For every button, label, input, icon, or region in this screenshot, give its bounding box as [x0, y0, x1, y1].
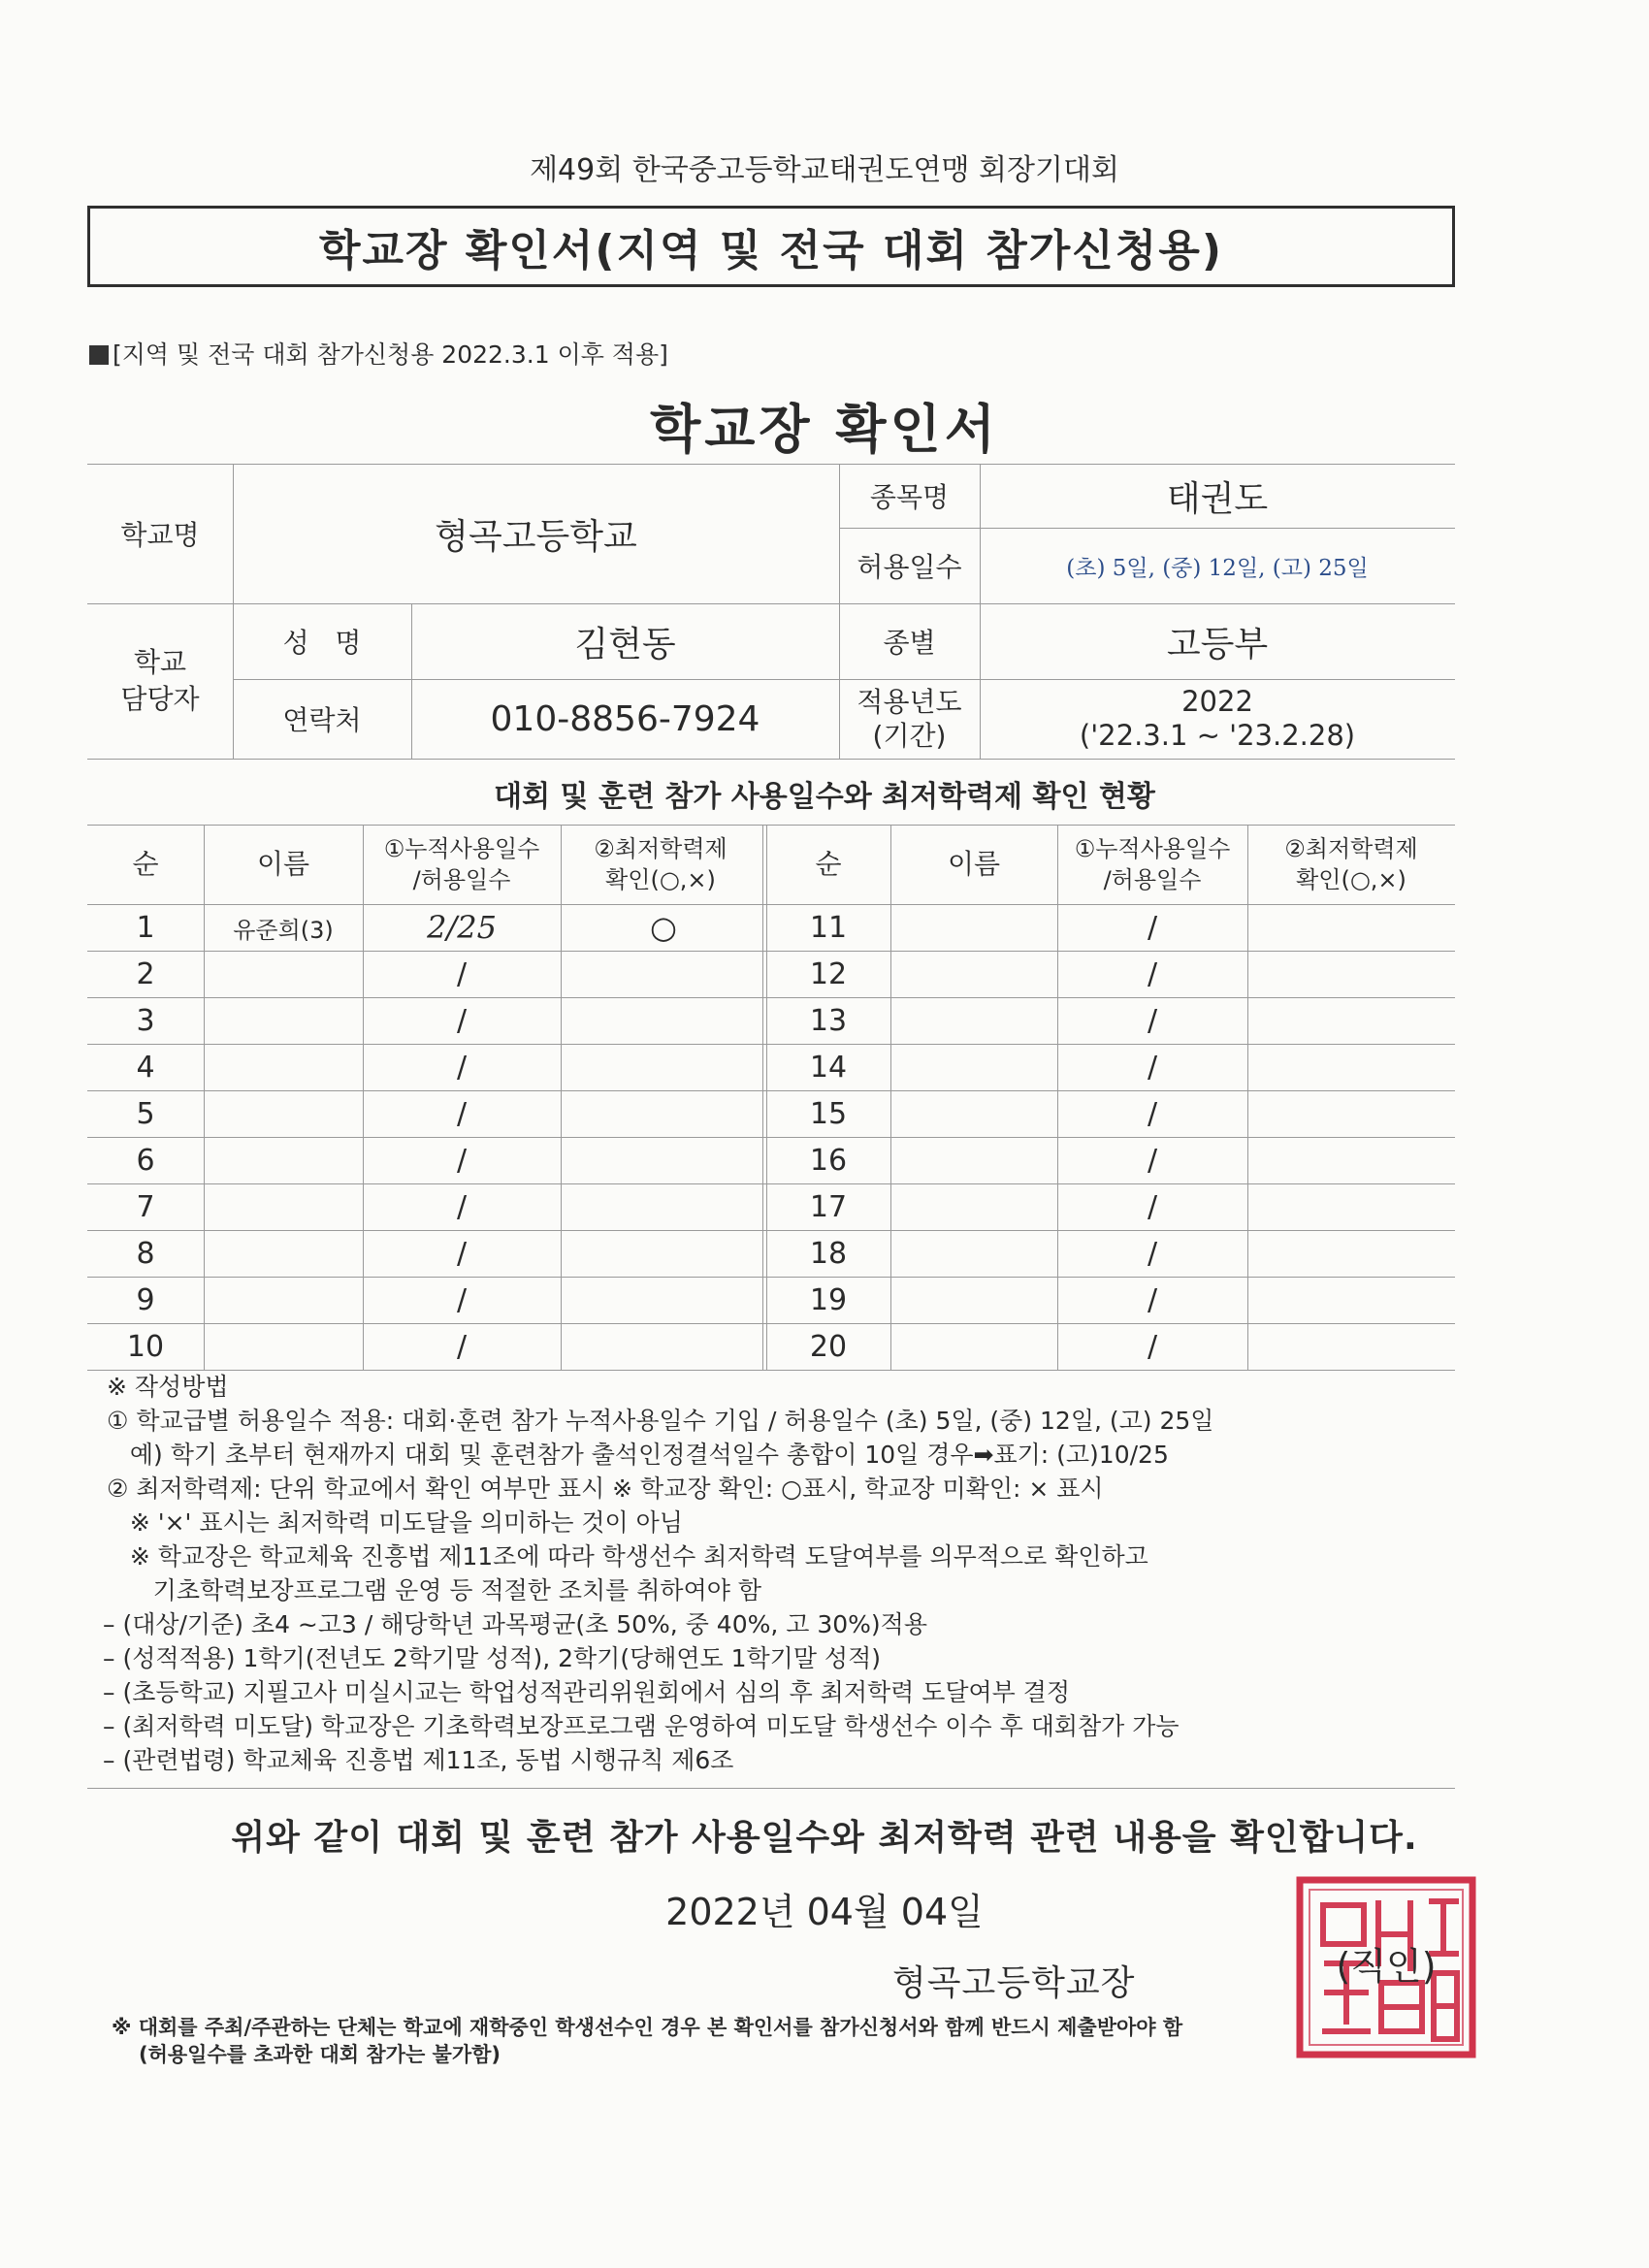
allowed-days-value: (초) 5일, (중) 12일, (고) 25일 [1066, 555, 1369, 581]
division-value: 고등부 [1166, 624, 1269, 664]
row-name [204, 1137, 363, 1183]
row-academic-check [561, 1183, 766, 1230]
row-days: / [456, 956, 468, 991]
row-number: 17 [809, 1189, 848, 1224]
row-days: / [1147, 1329, 1158, 1364]
row-number: 14 [809, 1050, 848, 1085]
row-number: 5 [136, 1096, 155, 1131]
row-name [890, 1277, 1057, 1323]
footer-note [112, 2014, 1470, 2068]
instruction-line: – (초등학교) 지필고사 미실시교는 학업성적관리위원회에서 심의 후 최저학력 도달여부 결정 [103, 1678, 1071, 1706]
header-academic [561, 825, 760, 904]
year-label [839, 679, 980, 759]
row-academic-check [561, 1323, 766, 1370]
row-academic-check [1247, 1090, 1455, 1137]
row-name [204, 1090, 363, 1137]
row-number: 15 [809, 1096, 848, 1131]
instruction-line: ① 학교급별 허용일수 적용: 대회·훈련 참가 누적사용일수 기입 / 허용일수 (초) 5일, (중) 12일, (고) 25일 [107, 1407, 1214, 1435]
division-label: 종별 [883, 627, 936, 659]
row-academic-check [561, 1230, 766, 1277]
event-name: 제49회 한국중고등학교태권도연맹 회장기대회 [530, 153, 1119, 187]
seal-label: (직인) [1336, 1945, 1437, 1988]
year-value [980, 679, 1455, 759]
row-days: / [456, 1050, 468, 1085]
row-academic-check [1247, 1323, 1455, 1370]
name-value: 김현동 [574, 624, 676, 664]
row-days: / [1147, 956, 1158, 991]
row-number: 20 [809, 1329, 848, 1364]
row-days: / [1147, 1003, 1158, 1038]
row-academic-check [1247, 1137, 1455, 1183]
row-name [890, 904, 1057, 951]
row-name [890, 1323, 1057, 1370]
row-days: / [1147, 1236, 1158, 1271]
year-value-line1: 2022 [1181, 685, 1253, 719]
form-title: 학교장 확인서(지역 및 전국 대회 참가신청용) [87, 206, 1455, 287]
row-academic-check [1247, 1277, 1455, 1323]
row-academic-check [1247, 1044, 1455, 1090]
row-number: 18 [809, 1236, 848, 1271]
instruction-line: ※ 학교장은 학교체육 진흥법 제11조에 따라 학생선수 최저학력 도달여부를 의무적으로 확인하고 [107, 1542, 1148, 1571]
row-name [204, 997, 363, 1044]
row-number: 1 [136, 910, 155, 945]
contact-person-label [87, 603, 233, 759]
doc-title: 학교장 확인서 [650, 399, 999, 460]
row-academic-check [1247, 951, 1455, 997]
row-days: / [1147, 1096, 1158, 1131]
row-days: / [1147, 1189, 1158, 1224]
table-title: 대회 및 훈련 참가 사용일수와 최저학력제 확인 현황 [494, 780, 1155, 814]
contact-person-label-line2: 담당자 [120, 683, 200, 715]
row-name [890, 951, 1057, 997]
row-name [204, 1044, 363, 1090]
row-number: 11 [809, 910, 848, 945]
year-label-line2: (기간) [872, 720, 947, 752]
instruction-line: – (대상/기준) 초4 ~고3 / 해당학년 과목평균(초 50%, 중 40%, 고 30%)적용 [103, 1610, 927, 1638]
row-name [204, 1183, 363, 1230]
row-days: / [456, 1189, 468, 1224]
row-number: 7 [136, 1189, 155, 1224]
header-academic-line2: 확인(○,×) [605, 866, 716, 893]
row-academic-check [561, 1044, 766, 1090]
instruction-line: ② 최저학력제: 단위 학교에서 확인 여부만 표시 ※ 학교장 확인: ○표시, 학교장 미확인: × 표시 [107, 1474, 1104, 1503]
confirm-statement: 위와 같이 대회 및 훈련 참가 사용일수와 최저학력 관련 내용을 확인합니다. [231, 1818, 1418, 1858]
year-value-line2: ('22.3.1 ~ '23.2.28) [1079, 719, 1356, 752]
allowed-days-label: 허용일수 [857, 551, 962, 583]
row-academic-check [561, 1277, 766, 1323]
school-name: 형곡고등학교 [435, 516, 637, 557]
sport-name: 태권도 [1166, 478, 1269, 519]
header-academic [1247, 825, 1455, 904]
row-number: 16 [809, 1143, 848, 1178]
header-no: 순 [815, 848, 842, 881]
row-days: / [1147, 1282, 1158, 1317]
row-academic-check [561, 1090, 766, 1137]
row-academic-check [561, 997, 766, 1044]
instruction-line: 예) 학기 초부터 현재까지 대회 및 훈련참가 출석인정결석일수 총합이 10일 경우➡표기: (고)10/25 [107, 1441, 1169, 1469]
row-days: / [1147, 1050, 1158, 1085]
instruction-line: – (최저학력 미도달) 학교장은 기초학력보장프로그램 운영하여 미도달 학생선수 이수 후 대회참가 가능 [103, 1712, 1180, 1740]
issue-date: 2022년 04월 04일 [665, 1891, 984, 1933]
row-number: 2 [136, 956, 155, 991]
row-name [890, 1137, 1057, 1183]
row-days: / [456, 1329, 468, 1364]
instruction-line: – (관련법령) 학교체육 진흥법 제11조, 동법 시행규칙 제6조 [103, 1746, 734, 1774]
instruction-line: ※ 작성방법 [107, 1373, 229, 1401]
row-days: / [1147, 910, 1158, 945]
row-academic-check [1247, 904, 1455, 951]
notice [89, 336, 668, 371]
header-academic-line2: 확인(○,×) [1296, 866, 1406, 893]
instruction-line: 기초학력보장프로그램 운영 등 적절한 조치를 취하여야 함 [107, 1576, 761, 1604]
header-days-line1: ①누적사용일수 [1074, 834, 1231, 862]
phone-value: 010-8856-7924 [490, 698, 760, 739]
row-name: 유준희(3) [233, 916, 334, 944]
row-name [204, 1277, 363, 1323]
row-number: 3 [136, 1003, 155, 1038]
school-label: 학교명 [120, 519, 200, 551]
row-name [890, 1044, 1057, 1090]
row-name [890, 1230, 1057, 1277]
instructions [103, 1370, 1484, 1777]
header-days-line2: /허용일수 [412, 866, 511, 893]
row-academic-check [561, 1137, 766, 1183]
header-days [363, 825, 561, 904]
row-name [204, 951, 363, 997]
row-academic-check: ○ [650, 909, 677, 946]
header-name: 이름 [256, 848, 310, 881]
footer-line1: ※ 대회를 주최/주관하는 단체는 학교에 재학중인 학생선수인 경우 본 확인서를 참가신청서와 함께 반드시 제출받아야 함 [112, 2016, 1183, 2039]
header-academic-line1: ②최저학력제 [594, 834, 728, 862]
header-days-line1: ①누적사용일수 [383, 834, 540, 862]
instruction-line: ※ '×' 표시는 최저학력 미도달을 의미하는 것이 아님 [107, 1508, 683, 1537]
row-days: 2/25 [427, 909, 497, 946]
row-days: / [456, 1143, 468, 1178]
row-number: 13 [809, 1003, 848, 1038]
header-days-line2: /허용일수 [1103, 866, 1202, 893]
row-number: 10 [126, 1329, 165, 1364]
row-name [890, 1183, 1057, 1230]
phone-label: 연락처 [282, 704, 362, 736]
header-days [1057, 825, 1247, 904]
name-label: 성 명 [282, 627, 362, 659]
row-days: / [456, 1236, 468, 1271]
row-academic-check [1247, 1230, 1455, 1277]
footer-line2: (허용일수를 초과한 대회 참가는 불가함) [139, 2043, 501, 2066]
square-bullet-icon [89, 345, 109, 365]
row-name [204, 1323, 363, 1370]
row-days: / [1147, 1143, 1158, 1178]
contact-person-label-line1: 학교 [133, 646, 187, 679]
header-name: 이름 [947, 848, 1001, 881]
row-academic-check [1247, 1183, 1455, 1230]
row-name [204, 1230, 363, 1277]
row-academic-check [561, 951, 766, 997]
row-days: / [456, 1282, 468, 1317]
year-label-line1: 적용년도 [857, 686, 962, 718]
row-days: / [456, 1096, 468, 1131]
principal-name: 형곡고등학교장 [892, 1963, 1136, 2003]
notice-text: [지역 및 전국 대회 참가신청용 2022.3.1 이후 적용] [113, 340, 668, 369]
instruction-line: – (성적적용) 1학기(전년도 2학기말 성적), 2학기(당해연도 1학기말 성적) [103, 1644, 881, 1672]
header-no: 순 [132, 848, 159, 881]
row-number: 9 [136, 1282, 155, 1317]
row-number: 4 [136, 1050, 155, 1085]
header-academic-line1: ②최저학력제 [1284, 834, 1418, 862]
row-name [890, 997, 1057, 1044]
row-number: 6 [136, 1143, 155, 1178]
row-number: 19 [809, 1282, 848, 1317]
row-number: 8 [136, 1236, 155, 1271]
row-days: / [456, 1003, 468, 1038]
row-academic-check [1247, 997, 1455, 1044]
sport-label: 종목명 [869, 481, 950, 513]
row-number: 12 [809, 956, 848, 991]
row-name [890, 1090, 1057, 1137]
